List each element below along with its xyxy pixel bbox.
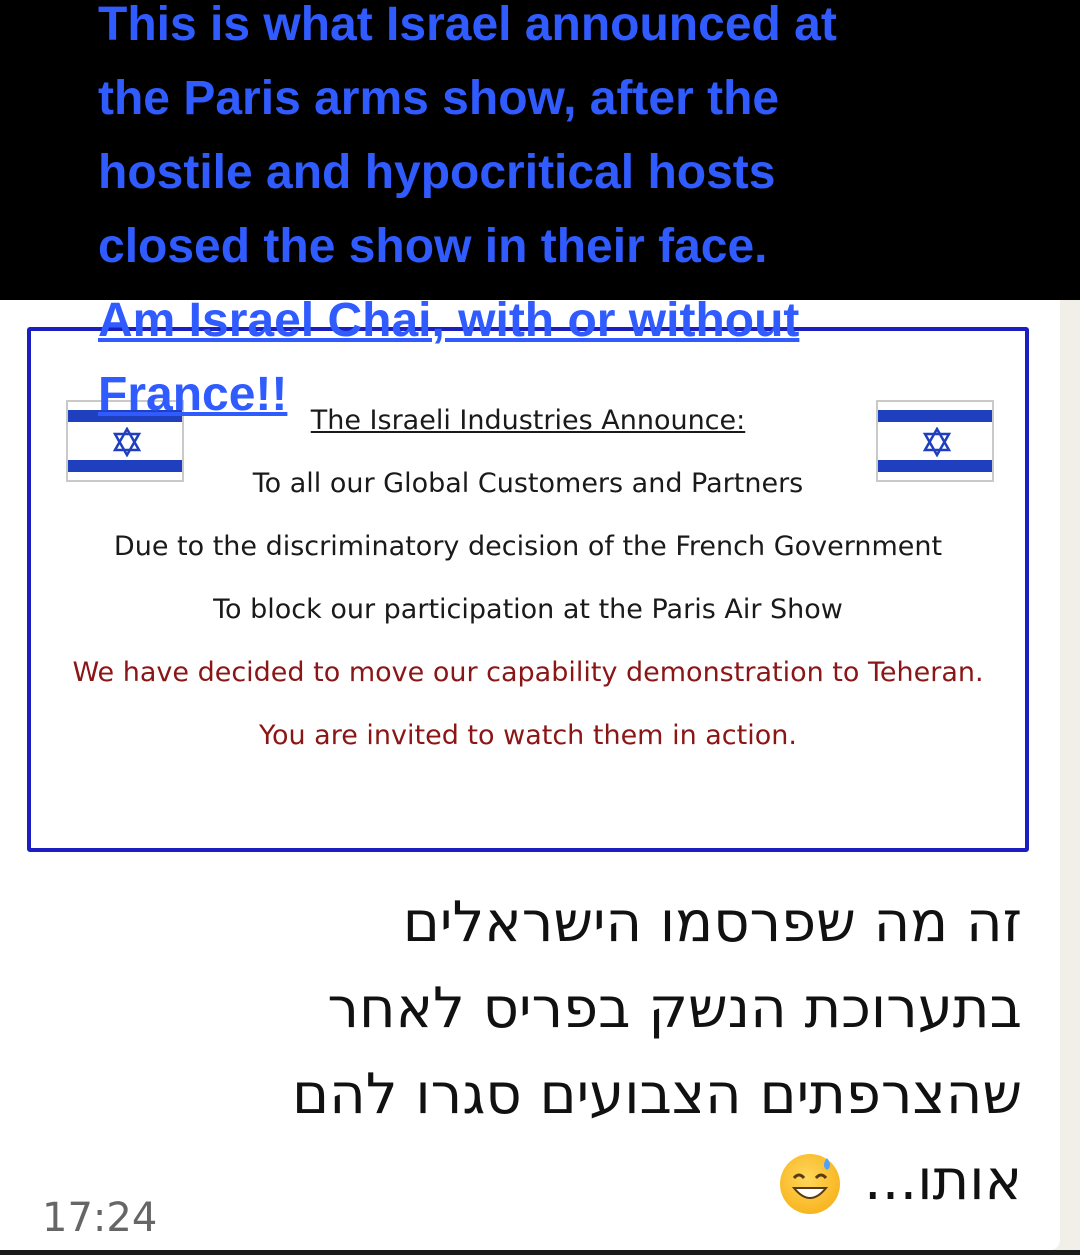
announcement-line: To block our participation at the Paris Air Show	[213, 594, 843, 625]
caption-line: France!!	[98, 368, 288, 421]
announcement-line: To all our Global Customers and Partners	[252, 468, 804, 499]
message-line: שהצרפתים הצבועים סגרו להם	[292, 1062, 1022, 1127]
caption-line: This is what Israel announced at	[98, 0, 837, 51]
caption-line: Am Israel Chai, with or without	[98, 294, 800, 347]
caption-line: the Paris arms show, after the	[98, 72, 780, 125]
bottom-edge	[0, 1250, 1080, 1255]
message-text	[122, 880, 1022, 1224]
message-line: בתערוכת הנשק בפריס לאחר	[327, 976, 1022, 1041]
announcement-line: Due to the discriminatory decision of the French Government	[113, 531, 943, 562]
announcement-heading: The Israeli Industries Announce:	[310, 405, 746, 436]
caption-line: closed the show in their face.	[98, 220, 768, 273]
message-timestamp: 17:24	[42, 1195, 158, 1241]
message-line: אותו...	[863, 1148, 1022, 1213]
message-last-line	[122, 1138, 1022, 1224]
announcement-red-line: You are invited to watch them in action.	[259, 720, 797, 751]
announcement-red-line: We have decided to move our capability demonstration to Teheran.	[72, 657, 984, 688]
overlay-caption	[98, 0, 998, 432]
caption-line: hostile and hypocritical hosts	[98, 146, 776, 199]
grinning-sweat-emoji-icon	[780, 1154, 840, 1214]
message-line: זה מה שפרסמו הישראלים	[402, 890, 1022, 955]
